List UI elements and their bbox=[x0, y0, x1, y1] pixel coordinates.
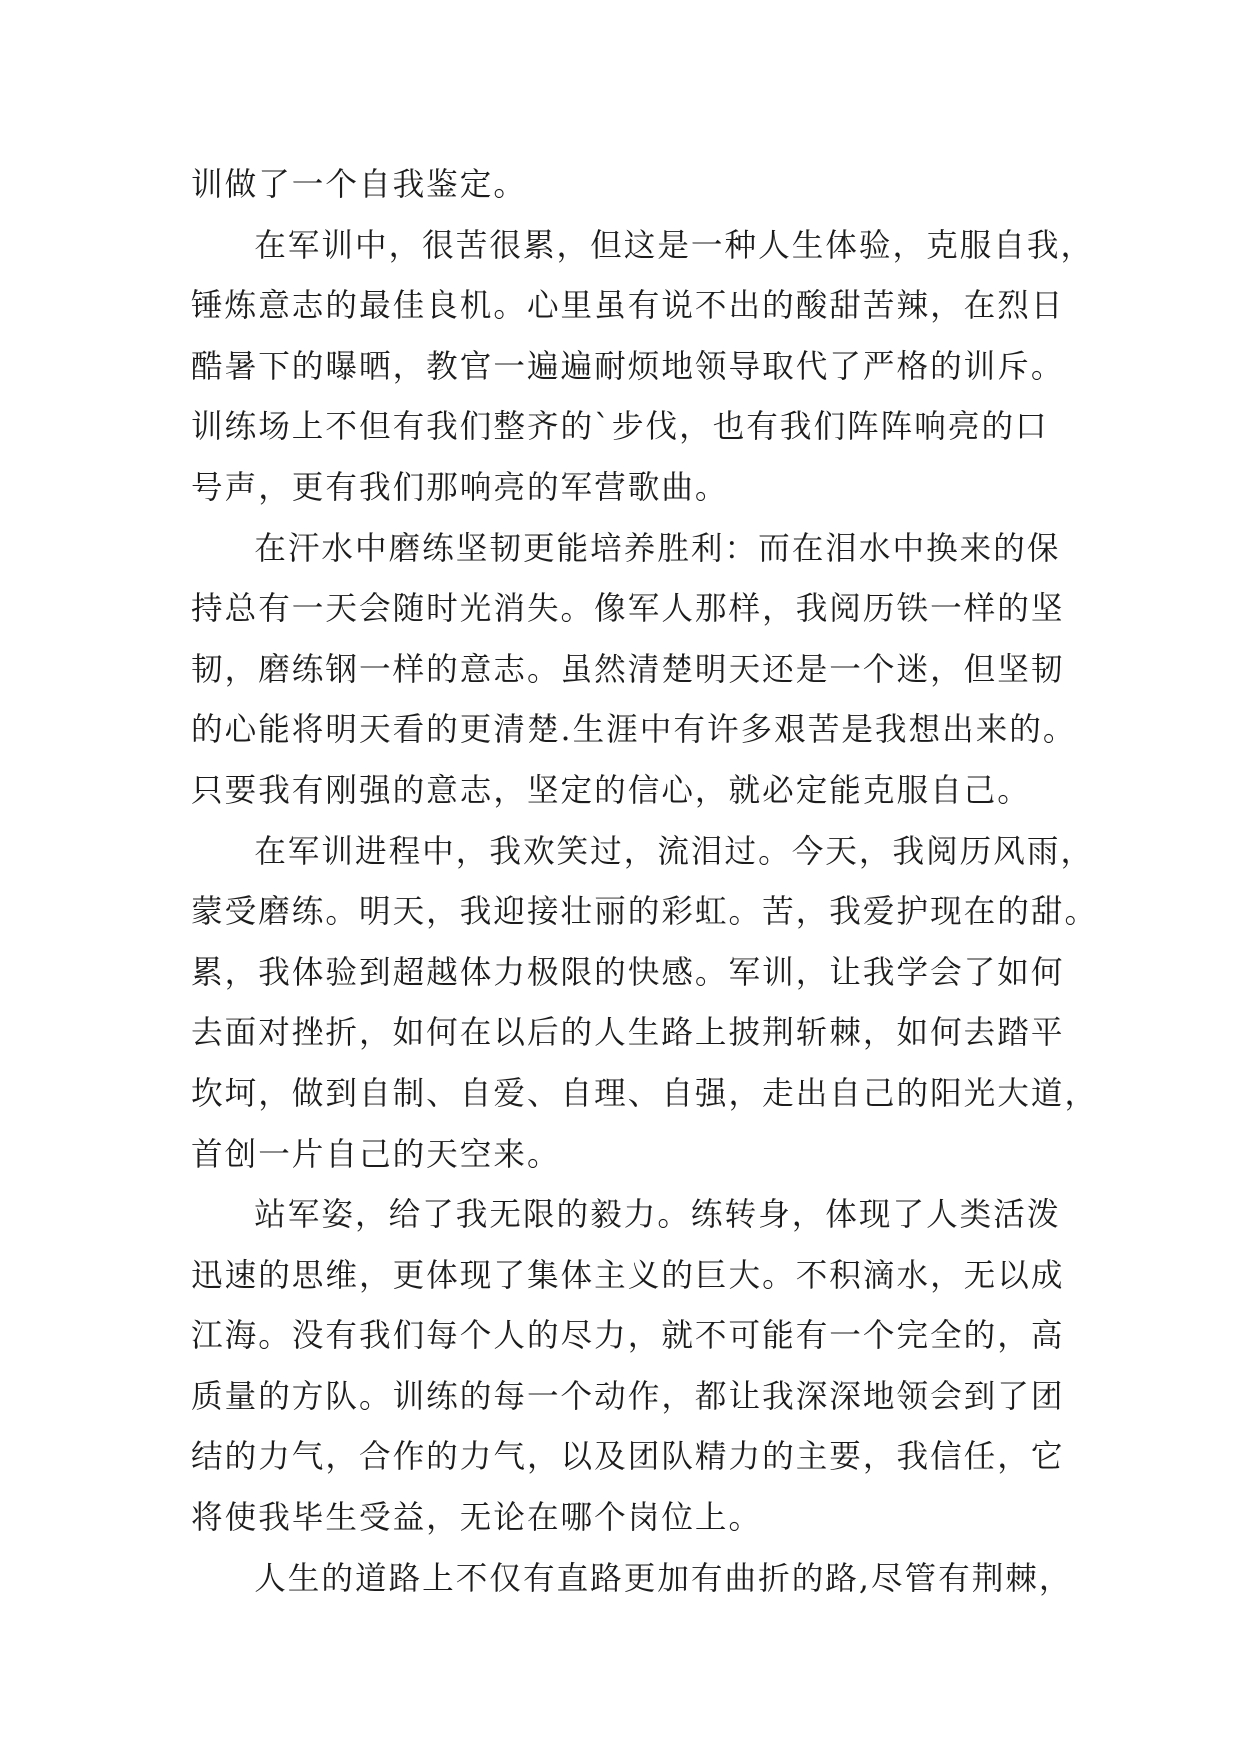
paragraph-4 bbox=[191, 822, 1099, 1186]
text-line: 江海。没有我们每个人的尽力，就不可能有一个完全的，高 bbox=[191, 1318, 1065, 1355]
paragraph-2 bbox=[191, 216, 1095, 519]
text-line: 持总有一天会随时光消失。像军人那样，我阅历铁一样的坚 bbox=[191, 591, 1065, 628]
paragraph-3 bbox=[191, 519, 1077, 822]
text-line: 在汗水中磨练坚韧更能培养胜利：而在泪水中换来的保 bbox=[254, 530, 1061, 567]
document-body bbox=[191, 155, 1099, 1609]
text-line: 在军训进程中，我欢笑过，流泪过。今天，我阅历风雨， bbox=[254, 833, 1095, 870]
paragraph-1 bbox=[191, 155, 1071, 216]
text-line: 锤炼意志的最佳良机。心里虽有说不出的酸甜苦辣，在烈日 bbox=[191, 288, 1065, 325]
text-line: 结的力气，合作的力气，以及团队精力的主要，我信任，它 bbox=[191, 1439, 1065, 1476]
text-line: 坎坷，做到自制、自爱、自理、自强，走出自己的阳光大道， bbox=[191, 1075, 1099, 1112]
text-line: 的心能将明天看的更清楚.生涯中有许多艰苦是我想出来的。 bbox=[191, 712, 1077, 749]
text-line: 在军训中，很苦很累，但这是一种人生体验，克服自我， bbox=[254, 227, 1095, 264]
paragraph-5 bbox=[191, 1185, 1071, 1549]
text-line: 训练场上不但有我们整齐的`步伐，也有我们阵阵响亮的口 bbox=[191, 409, 1049, 446]
text-line: 去面对挫折，如何在以后的人生路上披荆斩棘，如何去踏平 bbox=[191, 1015, 1065, 1052]
text-line: 累，我体验到超越体力极限的快感。军训，让我学会了如何 bbox=[191, 954, 1065, 991]
text-line: 酷暑下的曝晒，教官一遍遍耐烦地领导取代了严格的训斥。 bbox=[191, 348, 1065, 385]
text-line: 站军姿，给了我无限的毅力。练转身，体现了人类活泼 bbox=[254, 1197, 1061, 1234]
text-line: 首创一片自己的天空来。 bbox=[191, 1136, 561, 1173]
text-line: 迅速的思维，更体现了集体主义的巨大。不积滴水，无以成 bbox=[191, 1257, 1065, 1294]
paragraph-6 bbox=[191, 1549, 1071, 1610]
text-line: 号声，更有我们那响亮的军营歌曲。 bbox=[191, 469, 729, 506]
text-line: 将使我毕生受益，无论在哪个岗位上。 bbox=[191, 1500, 763, 1537]
text-line: 韧，磨练钢一样的意志。虽然清楚明天还是一个迷，但坚韧 bbox=[191, 651, 1065, 688]
text-line: 训做了一个自我鉴定。 bbox=[191, 167, 527, 203]
text-line: 只要我有刚强的意志，坚定的信心，就必定能克服自己。 bbox=[191, 772, 1031, 809]
text-line: 蒙受磨练。明天，我迎接壮丽的彩虹。苦，我爱护现在的甜。 bbox=[191, 894, 1099, 931]
text-line: 人生的道路上不仅有直路更加有曲折的路,尽管有荆棘， bbox=[254, 1560, 1073, 1597]
text-line: 质量的方队。训练的每一个动作，都让我深深地领会到了团 bbox=[191, 1378, 1065, 1415]
